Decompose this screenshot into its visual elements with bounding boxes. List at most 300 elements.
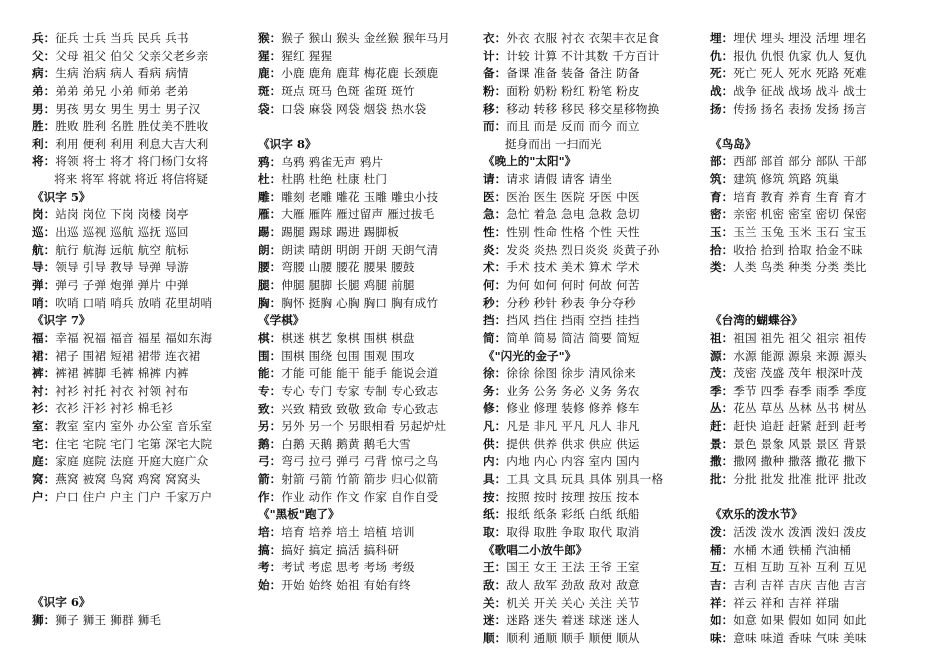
word-entry [32, 48, 240, 66]
entry-words: 修业 修理 装修 修养 修车 [506, 401, 640, 416]
section-heading: 《"闪光的金子"》 [483, 348, 577, 363]
entry-words: 作业 动作 作文 作家 自作自受 [281, 489, 439, 504]
entry-character: 挡： [483, 313, 507, 328]
word-entry [32, 30, 240, 48]
word-entry [258, 383, 470, 401]
word-entry [258, 65, 470, 83]
entries-heiban [258, 524, 470, 595]
word-entry [32, 471, 240, 489]
entries-shizi6 [32, 612, 240, 630]
word-entry [710, 418, 925, 436]
entry-character: 袋： [258, 101, 282, 116]
entry-character: 鸦： [258, 154, 282, 169]
word-entry [483, 295, 693, 313]
word-entry [258, 559, 470, 577]
word-entry [710, 224, 925, 242]
entry-words: 急忙 着急 急电 急救 急切 [506, 207, 640, 222]
word-entry [32, 224, 240, 242]
word-entry [710, 101, 925, 119]
entries-xueqi [258, 330, 470, 506]
entry-character: 批： [710, 472, 734, 487]
entry-character: 作： [258, 489, 282, 504]
word-entry [710, 577, 925, 595]
column-2 [258, 30, 470, 595]
word-entry [710, 365, 925, 383]
word-entry [32, 295, 240, 313]
entries-hudiegu [710, 330, 925, 489]
entry-words: 另外 另一个 另眼相看 另起炉灶 [281, 419, 447, 434]
entries-shizi7 [32, 330, 240, 506]
entry-words: 业务 公务 务必 义务 务农 [506, 383, 640, 398]
word-entry [258, 542, 470, 560]
entry-words: 死亡 死人 死水 死路 死难 [733, 66, 867, 81]
entry-character: 另： [258, 419, 282, 434]
entry-words: 猴子 猴山 猴头 金丝猴 猴年马月 [281, 31, 451, 45]
entry-character: 腿： [258, 278, 282, 292]
entry-character: 顺： [483, 630, 507, 645]
entry-character: 互： [710, 560, 734, 575]
entry-character: 始： [258, 577, 282, 592]
entry-character: 航： [32, 242, 56, 257]
entry-words: 报纸 纸条 彩纸 白纸 纸船 [506, 507, 640, 522]
section-heading: 《歌唱二小放牛郎》 [483, 542, 588, 557]
entry-words: 而且 而是 反而 而今 而立 [506, 119, 640, 134]
entry-character: 备： [483, 66, 507, 81]
entry-words: 挡风 挡住 挡雨 空挡 挂挡 [506, 313, 640, 328]
word-entry [258, 436, 470, 454]
word-entry [483, 259, 693, 277]
entry-character: 仇： [710, 48, 734, 63]
entry-character: 户： [32, 489, 56, 504]
word-entry [710, 206, 925, 224]
entry-character: 父： [32, 48, 56, 63]
word-entry [483, 65, 693, 83]
word-entry [32, 418, 240, 436]
word-entry [32, 242, 240, 260]
entry-character: 宅： [32, 436, 56, 451]
word-entry [710, 436, 925, 454]
word-entry [483, 506, 693, 524]
word-entry [32, 65, 240, 83]
word-entry [483, 383, 693, 401]
word-entry [483, 48, 693, 66]
entries-top [710, 30, 925, 118]
word-entry [258, 577, 470, 595]
entry-character: 赶： [710, 419, 734, 434]
entry-words: 手术 技术 美术 算术 学术 [506, 260, 640, 275]
entry-character: 弹： [32, 277, 56, 292]
entry-words: 户口 住户 户主 门户 千家万户 [55, 489, 213, 504]
entry-character: 如： [710, 613, 734, 628]
entry-words: 弹弓 子弹 炮弹 弹片 中弹 [55, 277, 189, 292]
entries-top [32, 30, 240, 171]
spacer [710, 489, 925, 507]
entries-erxiao [483, 559, 693, 647]
entries-shizi8 [258, 154, 470, 313]
entry-words: 围棋 围绕 包围 围观 围攻 [281, 348, 415, 363]
entry-character: 弓： [258, 454, 282, 469]
entry-words: 机关 开关 关心 关注 关节 [506, 595, 640, 610]
entry-words: 口袋 麻袋 网袋 烟袋 热水袋 [281, 101, 427, 116]
word-entry [258, 206, 470, 224]
word-entry [710, 242, 925, 260]
word-entry [710, 259, 925, 277]
column-3 [483, 30, 693, 647]
word-entry [258, 48, 470, 66]
entry-character: 胸： [258, 295, 282, 310]
entry-words: 西部 部首 部分 部队 干部 [733, 154, 867, 169]
word-entry [258, 224, 470, 242]
entry-character: 福： [32, 330, 56, 345]
entry-words: 生病 治病 病人 看病 病情 [55, 66, 189, 81]
entry-character: 搞： [258, 542, 282, 557]
entry-words: 迷路 迷失 着迷 球迷 迷人 [506, 613, 640, 628]
word-entry [258, 242, 470, 260]
word-entry [32, 348, 240, 366]
entry-words: 祖国 祖先 祖父 祖宗 祖传 [733, 330, 867, 345]
entry-character: 部： [710, 154, 734, 169]
entry-words: 胜败 胜利 名胜 胜仗美不胜收 [55, 119, 209, 134]
entry-character: 胜： [32, 119, 56, 134]
entry-words: 伸腿 腿脚 长腿 鸡腿 前腿 [281, 278, 415, 292]
entry-character: 玉： [710, 225, 734, 240]
word-entry [258, 524, 470, 542]
word-entry [710, 330, 925, 348]
entry-words: 徐徐 徐图 徐步 清风徐来 [506, 366, 636, 381]
word-entry [710, 171, 925, 189]
entry-words: 外衣 衣服 衬衣 衣架丰衣足食 [506, 31, 660, 45]
word-entry [258, 154, 470, 172]
entry-words: 衣衫 汗衫 衬衫 棉毛衫 [55, 401, 174, 416]
entries-poshuijie [710, 524, 925, 647]
entry-character: 务： [483, 383, 507, 398]
word-entry [258, 330, 470, 348]
entry-character: 兵： [32, 31, 56, 45]
word-entry [710, 471, 925, 489]
entry-character: 导： [32, 260, 56, 275]
entry-words: 搞好 搞定 搞活 搞科研 [281, 542, 400, 557]
word-entry [483, 242, 693, 260]
entry-character: 源： [710, 348, 734, 363]
entry-character: 取： [483, 524, 507, 539]
entries-wanshang [483, 171, 693, 347]
word-entry [258, 171, 470, 189]
word-entry [710, 189, 925, 207]
word-entry [32, 277, 240, 295]
entry-words: 猩红 猩猩 [281, 48, 333, 63]
entry-character: 迷： [483, 613, 507, 628]
section-heading: 《欢乐的泼水节》 [710, 507, 803, 522]
entry-character: 病： [32, 66, 56, 81]
entry-character: 类： [710, 260, 734, 275]
entry-words: 战争 征战 战场 战斗 战士 [733, 83, 867, 98]
entry-character: 庭： [32, 454, 56, 469]
entry-character: 箭： [258, 472, 282, 487]
entry-words: 站岗 岗位 下岗 岗楼 岗亭 [55, 207, 189, 222]
entry-words: 互相 互助 互补 互利 互见 [733, 560, 867, 575]
entries-jinzi [483, 365, 693, 541]
word-entry [710, 524, 925, 542]
entry-words: 出巡 巡视 巡航 巡抚 巡回 [55, 225, 189, 240]
word-entry [710, 83, 925, 101]
spacer [32, 506, 240, 594]
entry-words: 简单 简易 简洁 简要 简短 [506, 330, 640, 345]
entry-character: 棋： [258, 330, 282, 345]
entry-character: 凡： [483, 419, 507, 434]
entry-character: 简： [483, 330, 507, 345]
entry-character: 腰： [258, 260, 282, 275]
entry-character: 踢： [258, 225, 282, 240]
spacer [258, 118, 470, 136]
entry-words: 吹哨 口哨 哨兵 放哨 花里胡哨 [55, 295, 213, 310]
entries-top [258, 30, 470, 118]
entry-words: 棋迷 棋艺 象棋 围棋 棋盘 [281, 330, 415, 345]
word-entry [483, 118, 693, 136]
word-entry [483, 612, 693, 630]
entry-words: 花丛 草丛 丛林 丛书 树丛 [733, 401, 867, 416]
entry-words: 弯腰 山腰 腰花 腰果 腰鼓 [281, 260, 415, 275]
word-entry [32, 612, 240, 630]
entry-words: 幸福 祝福 福音 福星 福如东海 [55, 330, 213, 345]
entry-character: 而： [483, 119, 507, 134]
entry-character: 急： [483, 207, 507, 222]
entry-character: 专： [258, 383, 282, 398]
entry-words: 培育 培养 培土 培植 培训 [281, 524, 415, 539]
word-entry [258, 471, 470, 489]
entry-words: 分批 批发 批准 批评 批改 [733, 472, 867, 487]
word-entry [258, 295, 470, 313]
entry-words: 备课 准备 装备 备注 防备 [506, 66, 640, 81]
entry-words: 季节 四季 春季 雨季 季度 [733, 383, 867, 398]
entry-character: 味： [710, 630, 734, 645]
entry-character: 围： [258, 348, 282, 363]
word-entry [483, 524, 693, 542]
spacer [710, 295, 925, 313]
entry-character: 秒： [483, 295, 507, 310]
entry-words: 工具 文具 玩具 具体 别具一格 [506, 472, 664, 487]
word-entry [258, 348, 470, 366]
entry-words: 胸怀 挺胸 心胸 胸口 胸有成竹 [281, 295, 439, 310]
entry-words: 男孩 男女 男生 男士 男子汉 [55, 101, 201, 116]
word-entry [258, 83, 470, 101]
entry-words: 意味 味道 香味 气味 美味 [733, 630, 867, 645]
word-entry [32, 83, 240, 101]
word-entry [483, 436, 693, 454]
entry-character: 能： [258, 366, 282, 381]
entry-words: 水桶 木通 铁桶 汽油桶 [733, 542, 852, 557]
word-entry [258, 277, 470, 295]
word-entry [483, 559, 693, 577]
word-entry [483, 577, 693, 595]
word-entry [32, 436, 240, 454]
entry-character: 育： [710, 189, 734, 204]
entry-character: 内： [483, 454, 507, 469]
entry-character: 培： [258, 524, 282, 539]
entry-words: 发炎 炎热 烈日炎炎 炎黄子孙 [506, 242, 660, 257]
entry-words: 裤裙 裤脚 毛裤 棉裤 内裤 [55, 366, 189, 381]
word-entry [483, 400, 693, 418]
word-entry [710, 348, 925, 366]
entry-words: 朗读 晴朗 明朗 开朗 天朗气清 [281, 242, 439, 257]
entry-character: 徐： [483, 366, 507, 381]
word-entry [483, 224, 693, 242]
word-entry [483, 101, 693, 119]
entry-character: 杜： [258, 172, 282, 187]
entry-character: 裤： [32, 366, 56, 381]
entry-words: 按照 按时 按理 按压 按本 [506, 489, 640, 504]
entry-character: 筑： [710, 172, 734, 187]
entry-words: 传扬 扬名 表扬 发扬 扬言 [733, 101, 867, 116]
word-entry [258, 189, 470, 207]
entry-character: 性： [483, 225, 507, 240]
word-entry [483, 83, 693, 101]
column-1 [32, 30, 240, 630]
entries-top [483, 30, 693, 136]
entry-words: 景色 景象 风景 景区 背景 [733, 436, 867, 451]
entry-character: 景： [710, 436, 734, 451]
word-entry [483, 171, 693, 189]
word-entry [483, 595, 693, 613]
entry-character: 修： [483, 401, 507, 416]
entry-character: 狮： [32, 612, 56, 627]
word-entry [258, 418, 470, 436]
entry-words: 性别 性命 性格 个性 天性 [506, 225, 640, 240]
entry-continuation: 挺身而出 一扫而光 [505, 136, 602, 151]
entry-character: 王： [483, 560, 507, 575]
word-entry [710, 30, 925, 48]
entry-words: 如意 如果 假如 如同 如此 [733, 613, 867, 628]
entry-character: 粉： [483, 83, 507, 98]
entry-character: 医： [483, 189, 507, 204]
entry-words: 射箭 弓箭 竹箭 箭步 归心似箭 [281, 472, 439, 487]
entry-character: 敌： [483, 577, 507, 592]
section-heading: 《学棋》 [258, 313, 305, 328]
entry-character: 哨： [32, 295, 56, 310]
section-heading: 《"黑板"跑了》 [258, 507, 340, 522]
entry-character: 祖： [710, 330, 734, 345]
entry-words: 分秒 秒针 秒表 争分夺秒 [506, 295, 636, 310]
column-4 [710, 30, 925, 647]
entry-words: 国王 女王 王法 王爷 王室 [506, 560, 640, 575]
entry-words: 为何 如何 何时 何故 何苦 [506, 277, 640, 292]
entry-words: 兴致 精致 致敬 致命 专心致志 [281, 401, 439, 416]
entry-character: 朗： [258, 242, 282, 257]
entry-words: 祥云 祥和 吉祥 祥瑞 [733, 595, 840, 610]
word-entry [483, 453, 693, 471]
entry-character: 计： [483, 48, 507, 63]
entry-character: 桶： [710, 542, 734, 557]
entry-character: 雁： [258, 207, 282, 222]
entry-character: 巡： [32, 225, 56, 240]
entry-words: 水源 能源 源泉 来源 源头 [733, 348, 867, 363]
entry-words: 收拾 拾到 拾取 拾金不昧 [733, 242, 863, 257]
word-entry [32, 330, 240, 348]
entry-character: 密： [710, 207, 734, 222]
entry-character: 术： [483, 260, 507, 275]
entry-words: 计较 计算 不计其数 千方百计 [506, 48, 660, 63]
spacer [710, 277, 925, 295]
entry-words: 家庭 庭院 法庭 开庭大庭广众 [55, 454, 209, 469]
entry-character: 具： [483, 472, 507, 487]
entry-words: 活泼 泼水 泼洒 泼妇 泼皮 [733, 524, 867, 539]
word-entry [32, 400, 240, 418]
section-heading: 《识字 8》 [258, 136, 317, 151]
entry-character: 将： [32, 154, 56, 169]
word-entry [483, 30, 693, 48]
word-entry [32, 136, 240, 154]
entry-words: 埋伏 埋头 埋没 活埋 埋名 [733, 31, 867, 45]
spacer [710, 118, 925, 136]
word-entry [32, 259, 240, 277]
entry-character: 利： [32, 136, 56, 151]
entry-words: 衬衫 衬托 衬衣 衬领 衬布 [55, 383, 189, 398]
entry-character: 按： [483, 489, 507, 504]
entry-words: 弯弓 拉弓 弹弓 弓背 惊弓之鸟 [281, 454, 439, 469]
entry-words: 燕窝 被窝 鸟窝 鸡窝 窝窝头 [55, 472, 201, 487]
entry-character: 雕： [258, 189, 282, 204]
entry-words: 裙子 围裙 短裙 裙带 连衣裙 [55, 348, 201, 363]
entry-words: 内地 内心 内容 室内 国内 [506, 454, 640, 469]
entry-character: 请： [483, 172, 507, 187]
entry-words: 建筑 修筑 筑路 筑巢 [733, 172, 840, 187]
entry-character: 拾： [710, 242, 734, 257]
entry-character: 战： [710, 83, 734, 98]
entry-continuation: 将来 将军 将就 将近 将信将疑 [54, 172, 208, 187]
entry-words: 乌鸦 鸦雀无声 鸦片 [281, 154, 384, 169]
entry-words: 敌人 敌军 劲敌 敌对 敌意 [506, 577, 640, 592]
word-entry [32, 206, 240, 224]
entry-character: 关： [483, 595, 507, 610]
word-entry [258, 489, 470, 507]
word-entry [710, 453, 925, 471]
section-heading: 《识字 6》 [32, 595, 91, 610]
entry-character: 炎： [483, 242, 507, 257]
entry-words: 雕刻 老雕 雕花 玉雕 雕虫小技 [281, 189, 439, 204]
entry-words: 凡是 非凡 平凡 凡人 非凡 [506, 419, 640, 434]
entry-character: 猴： [258, 31, 282, 45]
word-entry [258, 259, 470, 277]
entry-character: 鹅： [258, 436, 282, 451]
word-entry [32, 365, 240, 383]
entry-words: 杜鹃 杜绝 杜康 杜门 [281, 172, 388, 187]
entry-words: 亲密 机密 密室 密切 保密 [733, 207, 867, 222]
entry-character: 丛： [710, 401, 734, 416]
entry-words: 提供 供养 供求 供应 供运 [506, 436, 640, 451]
word-entry [710, 383, 925, 401]
word-entry [258, 365, 470, 383]
entry-character: 室： [32, 419, 56, 434]
entries-niaodao [710, 153, 925, 276]
word-entry [483, 489, 693, 507]
entry-words: 踢腿 踢球 踢进 踢脚板 [281, 225, 400, 240]
entry-words: 征兵 士兵 当兵 民兵 兵书 [55, 31, 189, 45]
word-entry [710, 630, 925, 648]
word-entry [483, 206, 693, 224]
entry-words: 面粉 奶粉 粉红 粉笔 粉皮 [506, 83, 640, 98]
word-entry [710, 153, 925, 171]
section-heading: 《识字 5》 [32, 189, 91, 204]
word-entry [32, 383, 240, 401]
entry-character: 男： [32, 101, 56, 116]
entry-character: 裙： [32, 348, 56, 363]
section-heading: 《鸟岛》 [710, 136, 757, 151]
entry-words: 将领 将士 将才 将门杨门女将 [55, 154, 209, 169]
entry-words: 人类 鸟类 种类 分类 类比 [733, 260, 867, 275]
entry-words: 顺利 通顺 顺手 顺便 顺从 [506, 630, 640, 645]
entry-character: 纸： [483, 507, 507, 522]
entry-words: 赶快 追赶 赶紧 赶到 赶考 [733, 419, 867, 434]
entry-words: 培育 教育 养育 生育 育才 [733, 189, 867, 204]
